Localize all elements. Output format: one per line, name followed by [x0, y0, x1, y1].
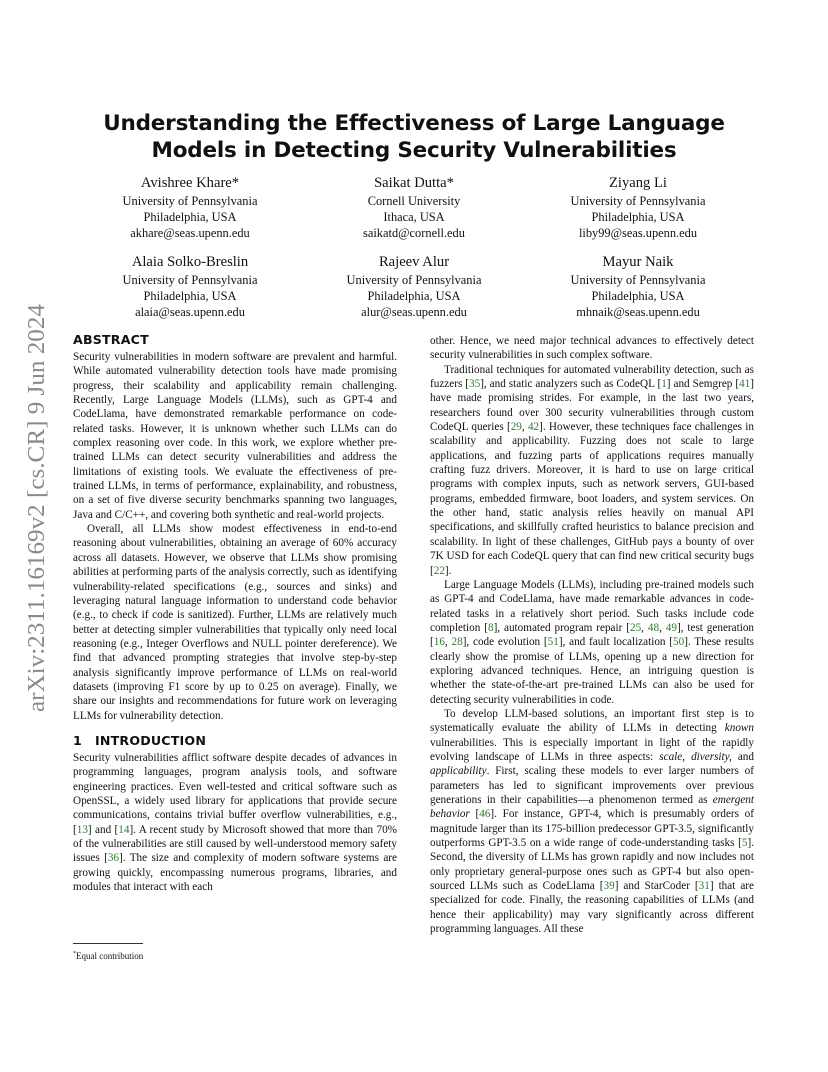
- citation-link[interactable]: 28: [451, 636, 463, 649]
- author-email: saikatd@cornell.edu: [363, 226, 465, 240]
- emphasis-text: emergent behavior: [430, 794, 754, 821]
- author-location: Ithaca, USA: [383, 210, 445, 224]
- author-email: akhare@seas.upenn.edu: [130, 226, 250, 240]
- abstract-paragraph-1: Security vulnerabilities in modern software are prevalent and harmful. While automated vulnerability detection tools have made promising progress, their scalability and applicability remain challenging. Recently, Large Language Models (LLMs), such as GPT-4 and CodeLlama, have demonstrated remarkable performance on code-related tasks. However, it is unknown whether such LLMs can do complex reasoning over code. In this work, we explore whether pre-trained LLMs can detect security vulnerabilities and address the limitations of existing tools. We evaluate the effectiveness of pre-trained LLMs, in terms of performance, explainability, and robustness, on a set of five diverse security benchmarks spanning two languages, Java and C/C++, and covering both synthetic and real-world projects.: [73, 351, 397, 521]
- introduction-heading: [73, 733, 397, 749]
- footnote: [73, 948, 143, 962]
- author-affiliation: Cornell University: [367, 194, 461, 208]
- author-card: [526, 173, 750, 241]
- author-card: [526, 252, 750, 320]
- text-run: ,: [659, 621, 666, 634]
- text-run: ]. These results clearly show the promise of LLMs, opening up a new direction for exploring advanced techniques. Hence, an intriguing question is whether the state-of-the-art pre-trained LLMs can also be used for detecting security vulnerabilities in code.: [430, 636, 754, 706]
- text-run: ], automated program repair [: [493, 621, 630, 634]
- citation-link[interactable]: 25: [629, 621, 642, 634]
- text-run: ]. Second, the diversity of LLMs has grown rapidly and now includes not only proprietary general-purpose ones such as GPT-4 but also open-sourced LLMs such as CodeLlama [: [430, 837, 754, 893]
- author-card: [78, 173, 302, 241]
- citation-link[interactable]: 36: [107, 852, 120, 865]
- section-title: INTRODUCTION: [95, 732, 207, 748]
- citation-link[interactable]: 22: [433, 564, 445, 577]
- author-affiliation: University of Pennsylvania: [122, 194, 258, 208]
- emphasis-text: applicability: [430, 765, 487, 778]
- text-run: ] and [: [87, 823, 119, 836]
- author-row-2: [78, 252, 750, 320]
- text-run: [: [469, 808, 480, 821]
- author-row-1: [78, 173, 750, 241]
- text-run: . First, scaling these models to ever larger numbers of parameters has led to significant improvements over previous generations in their capabilities—a phenomenon termed as: [430, 765, 754, 806]
- text-run: ] and StarCoder [: [614, 880, 699, 893]
- citation-link[interactable]: 29: [510, 421, 522, 434]
- text-run: ], test generation [: [430, 621, 755, 649]
- author-email: mhnaik@seas.upenn.edu: [576, 305, 700, 319]
- author-location: Philadelphia, USA: [143, 289, 237, 303]
- intro-paragraph-1: [73, 751, 397, 894]
- section-number: 1: [73, 732, 82, 748]
- author-card: [302, 252, 526, 320]
- citation-link[interactable]: 48: [647, 621, 660, 634]
- emphasis-text: known: [724, 722, 754, 735]
- paper-title: Understanding the Effectiveness of Large Language Models in Detecting Security Vulnerabilities: [103, 111, 725, 163]
- text-run: Traditional techniques for automated vulnerability detection, such as fuzzers [: [430, 363, 754, 391]
- citation-link[interactable]: 16: [433, 636, 445, 649]
- citation-link[interactable]: 49: [665, 621, 677, 634]
- text-run: Large Language Models (LLMs), including pre-trained models such as GPT-4 and CodeLlama, have made remarkable advances in code-related tasks in a relatively short period. Such tasks include code completion [: [430, 578, 754, 634]
- citation-link[interactable]: 5: [741, 837, 748, 850]
- author-card: [302, 173, 526, 241]
- author-affiliation: University of Pennsylvania: [122, 273, 258, 287]
- text-run: and: [731, 750, 754, 763]
- left-column: [73, 332, 397, 894]
- text-run: ].: [444, 564, 452, 577]
- abstract-paragraph-2: Overall, all LLMs show modest effectiveness in end-to-end reasoning about vulnerabilities, obtaining an average of 60% accuracy across all datasets. However, we observe that LLMs show promising abilities at performing parts of the analysis correctly, such as identifying vulnerability-related specifications (e.g., sources and sinks) and leveraging natural language information to understand code behavior (e.g., to check if code is sanitized). Further, LLMs are relatively much better at detecting simpler vulnerabilities that typically only need local reasoning (e.g., Integer Overflows and NULL pointer dereference). We find that advanced prompting strategies that involve step-by-step analysis significantly improve performance of LLMs on real-world datasets (improving F1 score by up to 0.25 on average). Finally, we share our insights and recommendations for future work on leveraging LLMs for vulnerability detection.: [73, 523, 397, 722]
- footnote-text: Equal contribution: [76, 951, 144, 961]
- text-run: ,: [444, 636, 452, 649]
- citation-link[interactable]: 31: [698, 880, 710, 893]
- author-name: Saikat Dutta*: [374, 175, 454, 191]
- citation-link[interactable]: 13: [76, 823, 88, 836]
- author-email: alaia@seas.upenn.edu: [135, 305, 245, 319]
- text-run: ] that are specialized for code. Finally, the reasoning capabilities of LLMs (and hence their applicability) may vary significantly across different programming languages. All these: [430, 880, 754, 936]
- text-run: ], code evolution [: [462, 636, 548, 649]
- author-name: Rajeev Alur: [378, 254, 450, 270]
- author-affiliation: University of Pennsylvania: [570, 273, 706, 287]
- text-run: vulnerabilities. This is especially important in light of the rapidly evolving landscape of LLMs in three aspects:: [430, 736, 754, 763]
- emphasis-text: scale, diversity,: [659, 750, 732, 763]
- text-run: ], and static analyzers such as CodeQL [: [480, 378, 662, 391]
- citation-link[interactable]: 35: [469, 378, 481, 391]
- author-name: Avishree Khare*: [140, 175, 240, 191]
- intro-paragraph-3: [430, 578, 754, 707]
- right-column: [430, 334, 754, 936]
- arxiv-stamp: [8, 300, 56, 720]
- author-card: [78, 252, 302, 320]
- text-run: ]. The size and complexity of modern software systems are growing quickly, encompassing numerous programs, libraries, and modules that interact with each: [73, 852, 397, 894]
- text-run: ,: [641, 621, 648, 634]
- text-run: ]. A recent study by Microsoft showed that more than 70% of the vulnerabilities are still caused by well-understood memory safety issues [: [73, 823, 397, 865]
- citation-link[interactable]: 51: [547, 636, 559, 649]
- author-name: Mayur Naik: [602, 254, 674, 270]
- text-run: ], and fault localization [: [558, 636, 674, 649]
- text-run: Security vulnerabilities afflict software despite decades of advances in programming languages, program analysis tools, and software engineering practices. Even well-tested and critical software such as OpenSSL, a widely used library for applications that provide secure communications, contains trivial buffer overflow vulnerabilities, e.g., [: [73, 751, 397, 836]
- author-affiliation: University of Pennsylvania: [570, 194, 706, 208]
- author-name: Ziyang Li: [609, 175, 667, 191]
- abstract-heading: ABSTRACT: [73, 332, 149, 347]
- author-location: Philadelphia, USA: [143, 210, 237, 224]
- intro-paragraph-1-continued: other. Hence, we need major technical advances to effectively detect security vulnerabilities in such complex software.: [430, 335, 754, 362]
- citation-link[interactable]: 39: [603, 880, 615, 893]
- text-run: ]. However, these techniques face challenges in scalability and applicability. Fuzzing does not scale to large applications, and fuzzing parts of applications requires manually crafting fuzz drivers. Moreover, it is hard to use on large critical programs with complex inputs, such as network servers, GUI-based programs, embedded firmware, boot loaders, and system services. On the other hand, static analysis relies heavily on manual API specifications, and skillfully crafted heuristics to balance precision and scalability. In light of these challenges, GitHub pays a bounty of over 7K USD for each CodeQL query that can find new critical security bugs [: [430, 421, 754, 577]
- citation-link[interactable]: 42: [527, 421, 540, 434]
- text-run: ]. For instance, GPT-4, which is presumably orders of magnitude larger than its 175-billion predecessor GPT-3.5, significantly outperforms GPT-3.5 on a wide range of code-understanding tasks [: [430, 808, 755, 850]
- citation-link[interactable]: 46: [479, 808, 491, 821]
- author-email: alur@seas.upenn.edu: [361, 305, 467, 319]
- text-run: ,: [521, 421, 528, 434]
- text-run: ] have made promising strides. For example, in the last two years, researchers found over 300 security vulnerabilities through custom CodeQL queries [: [430, 378, 754, 434]
- citation-link[interactable]: 1: [661, 378, 667, 391]
- author-location: Philadelphia, USA: [591, 210, 685, 224]
- author-name: Alaia Solko-Breslin: [131, 254, 249, 270]
- intro-paragraph-4: [430, 707, 754, 937]
- arxiv-stamp-graphic: [8, 300, 56, 720]
- author-location: Philadelphia, USA: [591, 289, 685, 303]
- text-run: To develop LLM-based solutions, an important first step is to systematically evaluate the ability of LLMs in detecting: [430, 707, 754, 735]
- author-block: [78, 173, 750, 320]
- citation-link[interactable]: 8: [487, 621, 494, 634]
- citation-link[interactable]: 14: [118, 823, 130, 836]
- intro-paragraph-2: [430, 363, 754, 578]
- citation-link[interactable]: 41: [739, 378, 751, 391]
- author-affiliation: University of Pennsylvania: [346, 273, 482, 287]
- arxiv-stamp-text: arXiv:2311.16169v2 [cs.CR] 9 Jun 2024: [24, 322, 50, 712]
- citation-link[interactable]: 50: [673, 636, 685, 649]
- footnote-divider: [73, 943, 143, 944]
- text-run: ] and Semgrep [: [666, 378, 740, 391]
- author-email: liby99@seas.upenn.edu: [578, 226, 698, 240]
- author-location: Philadelphia, USA: [367, 289, 461, 303]
- footnote-marker: *: [73, 951, 76, 957]
